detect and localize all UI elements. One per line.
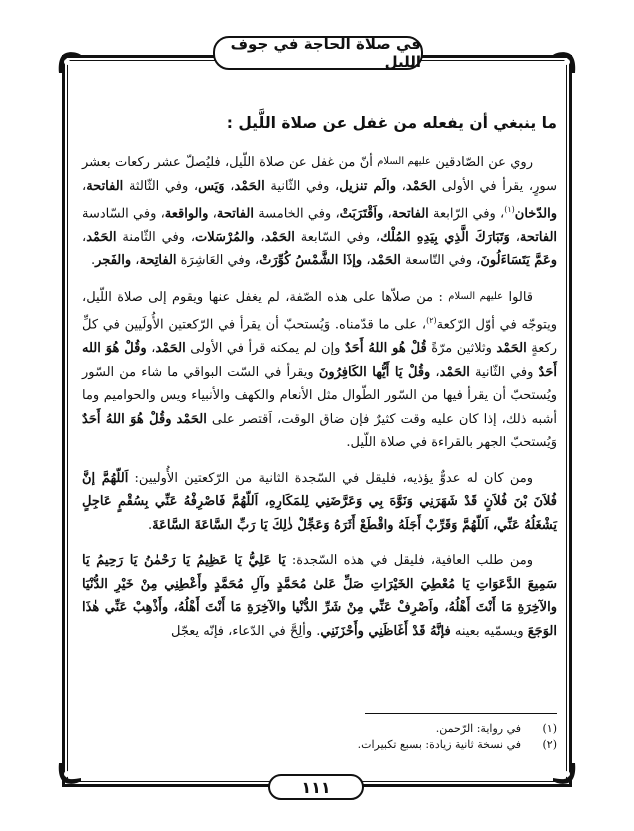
quran-or-dua-text: والمُرْسَلات bbox=[195, 229, 255, 245]
text-run: ، bbox=[383, 206, 392, 222]
text-run: ومن طلب العافية، فليقل في هذه السّجدة: bbox=[285, 553, 533, 569]
text-run: ، bbox=[395, 178, 406, 194]
footnotes bbox=[300, 721, 557, 753]
text-run: ، bbox=[362, 253, 371, 269]
ornament-corner-icon bbox=[56, 761, 82, 787]
quran-or-dua-text: الحَمْد bbox=[176, 411, 207, 427]
quran-or-dua-text: والفَجر bbox=[95, 253, 132, 269]
paragraph bbox=[82, 285, 557, 455]
footnote bbox=[300, 721, 557, 737]
text-run: . وألِحَّ في الدّعاء، فإنّه يعجّل bbox=[170, 623, 321, 639]
text-run: ، bbox=[208, 206, 217, 222]
text-run: . bbox=[90, 253, 96, 269]
quran-or-dua-text: الحَمْد bbox=[234, 178, 265, 194]
text-run: . bbox=[148, 517, 153, 533]
quran-or-dua-text: الفاتحة bbox=[519, 229, 558, 245]
quran-or-dua-text: فإنَّهُ قَدْ أَغَاظَنِي وأَحْزَنَنِي bbox=[320, 623, 451, 639]
text-run: قالوا bbox=[503, 289, 533, 305]
quran-or-dua-text: الحَمْد bbox=[264, 229, 295, 245]
text-run: ومن كان له عدوٌّ يؤذيه، فليقل في السّجدة الثانية من الرّكعتين الأُوليين: bbox=[128, 470, 533, 486]
text-run: ، bbox=[224, 178, 235, 194]
quran-or-dua-text: وعَمَّ يَتَسَاءَلُونَ bbox=[480, 253, 557, 269]
text-run: وإن لم يمكنه قرأ في الأولى bbox=[185, 341, 345, 357]
quran-or-dua-text: والواقعة bbox=[164, 206, 209, 222]
footnote-ref: (٢) bbox=[426, 316, 437, 326]
text-run: ، وفي الثّامنة bbox=[116, 229, 196, 245]
text-run: ، وفي الثّالثة bbox=[123, 178, 199, 194]
quran-or-dua-text: قُلْ هُو اللهُ أَحَدٌ bbox=[344, 341, 427, 357]
text-run: ، وفي التّاسعة bbox=[400, 253, 481, 269]
quran-or-dua-text: وإذَا الشَّمْسُ كُوِّرَتْ bbox=[259, 253, 363, 269]
footnote-number: (١) bbox=[542, 722, 557, 735]
quran-or-dua-text: يَا عَلِيُّ يَا عَظِيمُ يَا رَحْمٰنُ يَا رَحِيمُ يَا سَمِيعَ الدَّعَوَاتِ يَا مُعْطِيَ الخَيْرَاتِ صَلِّ عَلىٰ مُحَمَّدٍ وآلِ مُحَمَّدٍ وأَعْطِنِي مِنْ خَيْرِ الدُّنْيَا والآخِرَةِ مَا أَنْتَ أَهْلُهُ، واَصْرِفْ عَنِّي مِنْ شَرِّ الدُّنْيا والآخِرَةِ مَا أَنْتَ أَهْلُهُ، وأَذْهِبْ عَنِّي هٰذَا الوَجَعَ bbox=[82, 553, 557, 639]
quran-or-dua-text: الفاتحة bbox=[86, 178, 124, 194]
text-run: ويسمّيه بعينه bbox=[450, 623, 528, 639]
text-run: ، bbox=[82, 178, 87, 194]
paragraph bbox=[82, 467, 557, 538]
quran-or-dua-text: وقُلْ هُوَ الله أَحَدٌ bbox=[82, 341, 557, 380]
honorific-glyph: عليهم السلام bbox=[448, 290, 504, 302]
quran-or-dua-text: الحَمْد bbox=[370, 253, 401, 269]
footnote-text: في رواية: الرّحمن. bbox=[435, 722, 521, 735]
text-run: ، bbox=[82, 229, 87, 245]
text-run: وثلاثين مرّةً bbox=[426, 341, 497, 357]
page-number: ١١١ bbox=[301, 777, 331, 797]
text-run: ، bbox=[131, 253, 140, 269]
text-run: ، وفي السّادسة bbox=[82, 206, 165, 222]
paragraphs bbox=[82, 150, 557, 643]
footnote-separator bbox=[365, 713, 557, 714]
footnote-text: في نسخة ثانية زيادة: بسبع تكبيرات. bbox=[357, 738, 521, 751]
quran-or-dua-text: وَيَس bbox=[198, 178, 225, 194]
quran-or-dua-text: الفاتحة bbox=[216, 206, 254, 222]
quran-or-dua-text: الفاتِحة bbox=[139, 253, 177, 269]
ornament-corner-icon bbox=[552, 49, 578, 75]
chapter-title: في صلاة الحاجة في جوف الليل bbox=[230, 35, 421, 71]
paragraph bbox=[82, 549, 557, 643]
text-run: ، وفي الثّانية bbox=[264, 178, 340, 194]
text-run: ، وفي الرّابعة bbox=[428, 206, 505, 222]
quran-or-dua-text: وقُلْ هُوَ اللهُ أَحَدٌ bbox=[82, 411, 172, 427]
text-run: ، bbox=[254, 229, 265, 245]
quran-or-dua-text: والدّخان bbox=[514, 206, 557, 222]
text-run: أنّ من غفل عن صلاة اللّيل، فليُصلّ عشر ركعات بعشر سورٍ، يقرأ في الأولى bbox=[82, 155, 557, 194]
text-run: ، bbox=[509, 229, 520, 245]
quran-or-dua-text: الحَمْد bbox=[86, 229, 117, 245]
text-run: ، وفي العَاشِرَة bbox=[176, 253, 260, 269]
text-run: ، وفي السّابعة bbox=[294, 229, 381, 245]
footnote bbox=[300, 737, 557, 753]
footnote-ref: (١) bbox=[504, 205, 515, 214]
text-run: وَيُستحبّ الجهر بالقراءة في صلاة اللّيل. bbox=[346, 435, 557, 451]
text-run: وفي الثّانية bbox=[469, 364, 539, 380]
quran-or-dua-text: وقُلْ يَا أَيُّها الكَافِرُونَ bbox=[318, 364, 431, 380]
honorific-glyph: عليهم السلام bbox=[377, 156, 432, 167]
ornament-corner-icon bbox=[56, 49, 82, 75]
quran-or-dua-text: الحَمْد bbox=[405, 178, 437, 194]
text-run: : من صلاّها على هذه الصّفة، لم يغفل عنها ويقوم إلى صلاة اللّيل، ويتوجّه في أوّل الرّكعة bbox=[82, 289, 558, 333]
ornament-corner-icon bbox=[552, 761, 578, 787]
running-header bbox=[213, 36, 423, 70]
quran-or-dua-text: الحَمْد bbox=[439, 364, 470, 380]
quran-or-dua-text: والَم تنزيل bbox=[339, 178, 396, 194]
quran-or-dua-text: وَتَبَارَكَ الَّذِي بِيَدِهِ المُلْك bbox=[380, 229, 510, 245]
text-run: ، وفي الخامسة bbox=[253, 206, 340, 222]
quran-or-dua-text: الحَمْد bbox=[496, 341, 527, 357]
section-heading: ما ينبغي أن يفعله من غفل عن صلاة اللَّيل : bbox=[226, 114, 557, 132]
quran-or-dua-text: الفاتحة bbox=[391, 206, 429, 222]
quran-or-dua-text: الحَمْد bbox=[155, 341, 186, 357]
footnote-number: (٢) bbox=[542, 738, 557, 751]
text-run: ويقرأ في السّت البواقي ما شاء من السّور ويُستحبّ أن يقرأ فيها من السّور الطّوال مثل الأنعام والكهف والأنبياء ويس والحواميم وما أشبه ذلك، إذا كان عليه وقت كثيرٌ فإن ضاق الوقت، اَقتصر على bbox=[82, 364, 557, 427]
text-run: ، على ما قدّمناه. وَيُستحبّ أن يقرأ في الرّكعتين الأُولَيين في كلِّ ركعةٍ bbox=[82, 317, 557, 357]
paragraph bbox=[82, 150, 557, 273]
page-body bbox=[82, 110, 557, 655]
text-run: ، bbox=[146, 341, 156, 357]
page-number-tab bbox=[268, 774, 364, 800]
text-run: ، bbox=[430, 364, 440, 380]
quran-or-dua-text: اَللّهُمَّ إنَّ فُلاَنَ بْنَ فُلاَنٍ قَدْ شَهَرَنِي وَنَوَّهَ بِي وَعَرَّضَنِي لِلمَكَارِهِ، اَللّهُمَّ فَاصْرِفْهُ عَنِّي بِسُقْمٍ عَاجِلٍ يَشْغَلُهُ عَنِّي، اَللّهُمَّ وَقَرِّبْ أَجَلَهُ واقْطَعْ أَثَرَهُ وَعَجِّلْ ذٰلِكَ يَا رَبِّ السَّاعَةَ السَّاعَةَ bbox=[82, 470, 557, 533]
text-run: روي عن الصّادقين bbox=[431, 155, 533, 170]
quran-or-dua-text: واَقْتَرَبَتْ bbox=[339, 206, 384, 222]
